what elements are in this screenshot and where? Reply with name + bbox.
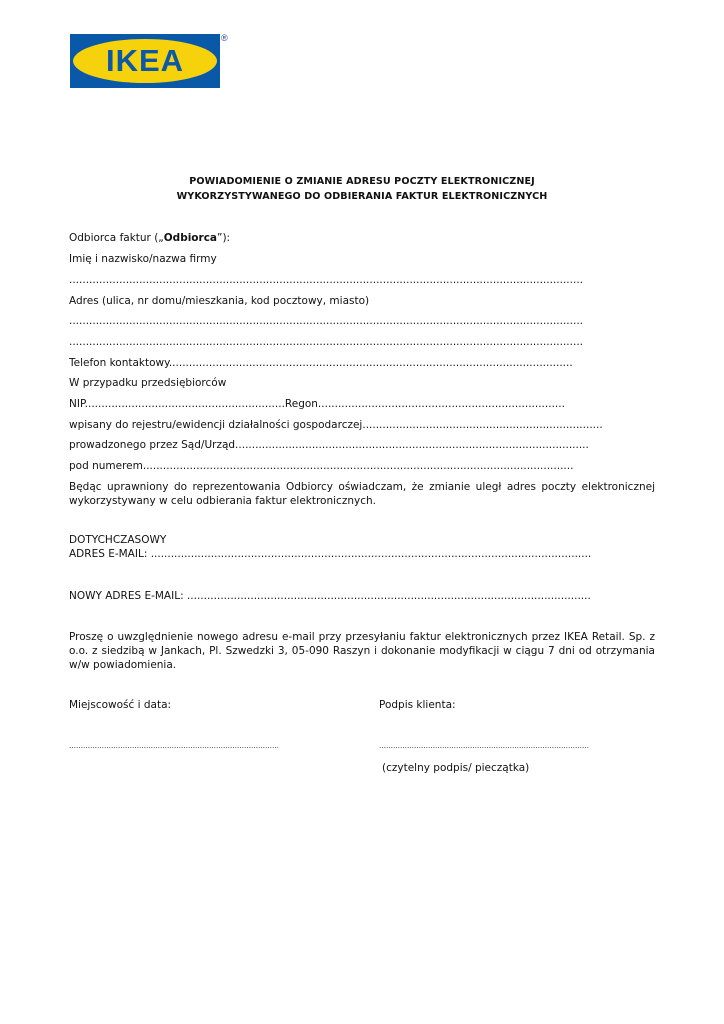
old-email-label: DOTYCHCZASOWY	[69, 534, 167, 546]
business-label: W przypadku przedsiębiorców	[69, 377, 227, 389]
phone-field[interactable]: Telefon kontaktowy.........................................................................................................................	[69, 357, 573, 369]
signature-caption: (czytelny podpis/ pieczątka)	[382, 762, 530, 774]
registered-mark: ®	[221, 33, 228, 43]
document-title-line2: WYKORZYSTYWANEGO DO ODBIERANIA FAKTUR ELEKTRONICZNYCH	[176, 191, 548, 202]
registry-field[interactable]: wpisany do rejestru/ewidencji działalności gospodarczej........................................................................	[69, 419, 603, 431]
place-date-label: Miejscowość i data:	[69, 699, 172, 711]
place-date-field[interactable]: ………………………………………………………………………………	[69, 742, 279, 750]
signature-label: Podpis klienta:	[379, 699, 456, 711]
register-number-field[interactable]: pod numerem.................................................................................................................................	[69, 460, 574, 472]
nip-regon-field[interactable]: NIP............................................................Regon..........................................................................	[69, 398, 565, 410]
signature-field[interactable]: ………………………………………………………………………………	[379, 742, 589, 750]
name-label: Imię i nazwisko/nazwa firmy	[69, 253, 217, 265]
name-field[interactable]: ..........................................................................................................................................................	[69, 274, 583, 286]
svg-text:IKEA: IKEA	[105, 43, 185, 78]
ikea-logo	[70, 34, 220, 88]
new-email-field[interactable]: NOWY ADRES E-MAIL: .........................................................................................................................	[69, 590, 591, 602]
declaration-text: Będąc uprawniony do reprezentowania Odbiorcy oświadczam, że zmianie uległ adres poczty elektronicznej wykorzystywany w celu odbierania faktur elektronicznych.	[69, 481, 655, 507]
request-text: Proszę o uwzględnienie nowego adresu e-mail przy przesyłaniu faktur elektronicznych przez IKEA Retail. Sp. z o.o. z siedzibą w Jankach, Pl. Szwedzki 3, 05-090 Raszyn i dokonanie modyfikacji w ciągu 7 dni od otrzymania w/w powiadomienia.	[69, 631, 655, 671]
address-label: Adres (ulica, nr domu/mieszkania, kod pocztowy, miasto)	[69, 295, 370, 307]
recipient-label: Odbiorca faktur („Odbiorca”):	[69, 232, 231, 244]
address-field-line2[interactable]: ..........................................................................................................................................................	[69, 336, 583, 348]
court-field[interactable]: prowadzonego przez Sąd/Urząd..........................................................................................................	[69, 439, 589, 451]
address-field-line1[interactable]: ..........................................................................................................................................................	[69, 315, 583, 327]
document-title-line1: POWIADOMIENIE O ZMIANIE ADRESU POCZTY ELEKTRONICZNEJ	[189, 176, 535, 187]
old-email-field[interactable]: ADRES E-MAIL: ....................................................................................................................................	[69, 548, 592, 560]
